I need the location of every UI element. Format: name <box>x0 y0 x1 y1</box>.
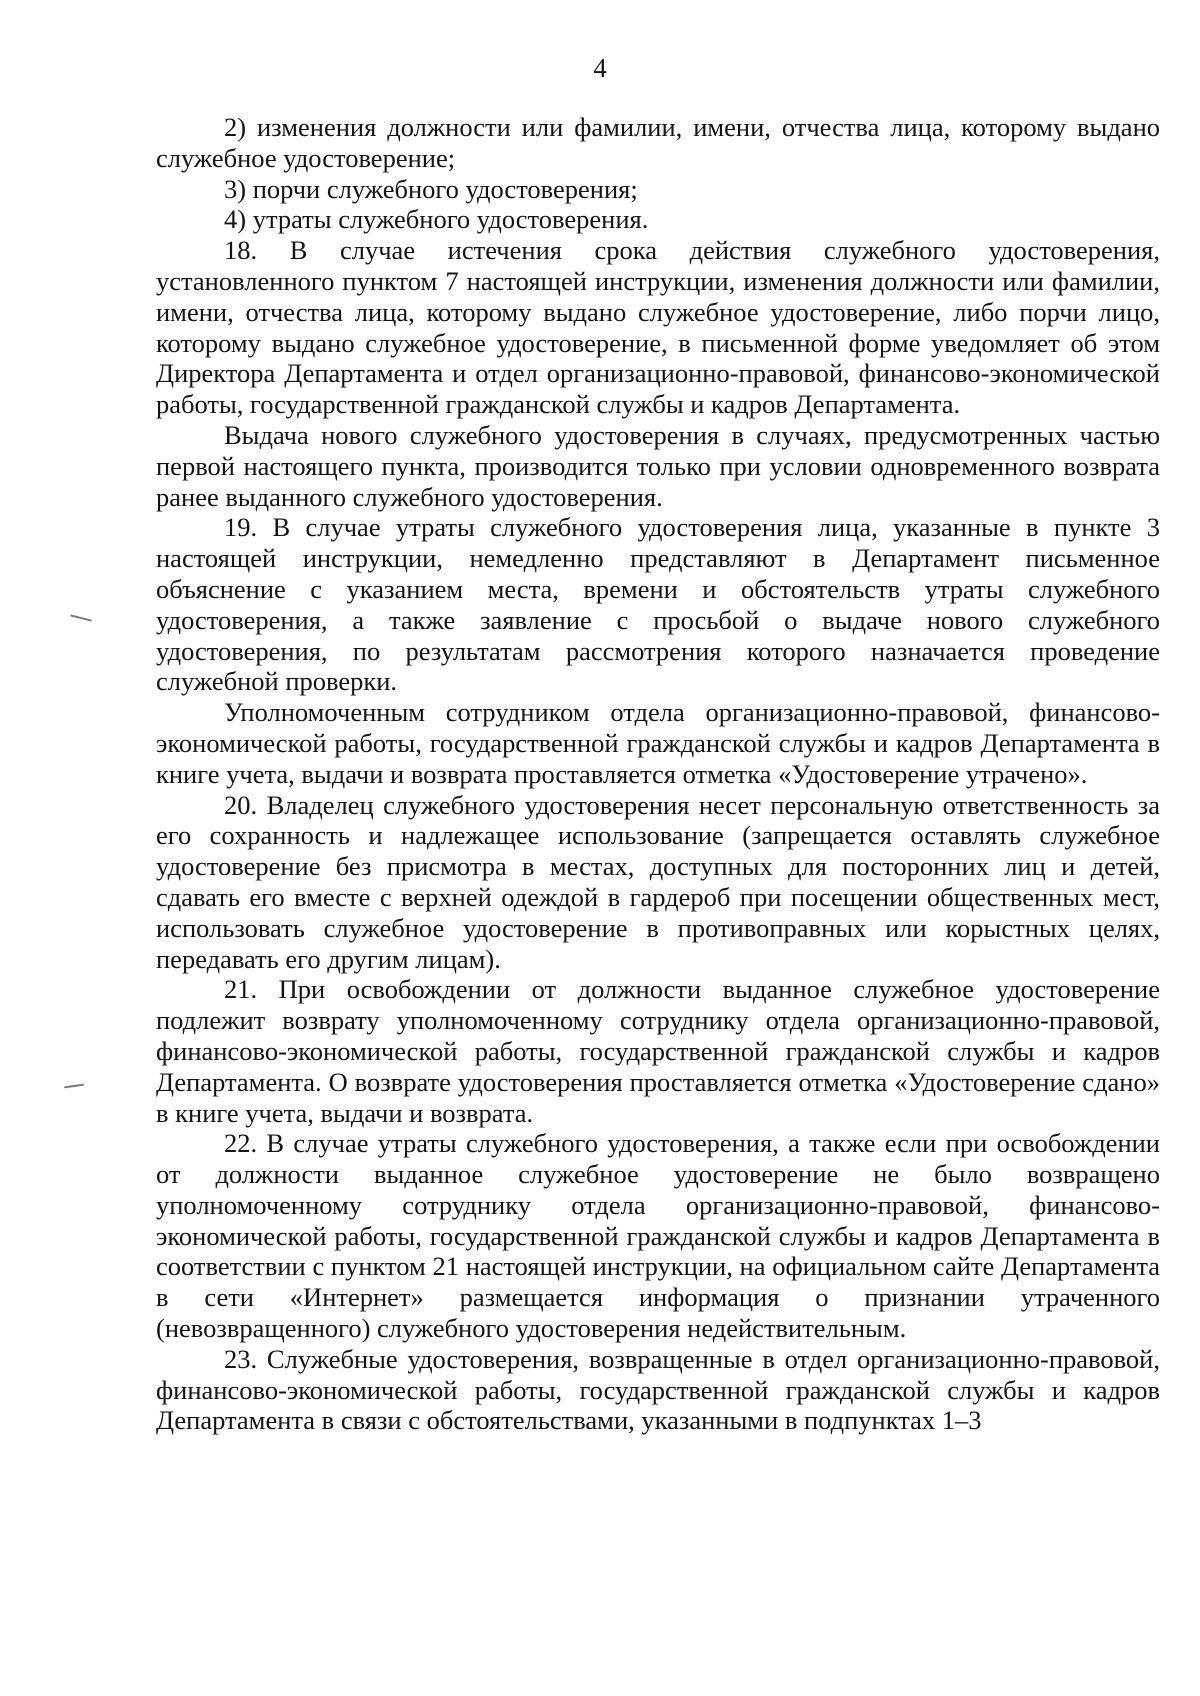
paragraph-clause-18: 18. В случае истечения срока действия служебного удостоверения, установленного пунктом 7 настоящей инструкции, изменения должности или фамилии, имени, отчества лица, которому выдано служебное удостоверение, либо порчи лицо, которому выдано служебное удостоверение, в письменной форме уведомляет об этом Директора Департамента и отдел организационно-правовой, финансово-экономической работы, государственной гражданской службы и кадров Департамента. <box>156 235 1160 420</box>
paragraph-clause-19: 19. В случае утраты служебного удостоверения лица, указанные в пункте 3 настоящей инструкции, немедленно представляют в Департамент письменное объяснение с указанием места, времени и обстоятельств утраты служебного удостоверения, а также заявление с просьбой о выдаче нового служебного удостоверения, по результатам рассмотрения которого назначается проведение служебной проверки. <box>156 512 1160 697</box>
scan-artifact-mark <box>64 1084 84 1089</box>
paragraph-clause-18-part-2: Выдача нового служебного удостоверения в случаях, предусмотренных частью первой настоящего пункта, производится только при условии одновременного возврата ранее выданного служебного удостоверения. <box>156 419 1160 512</box>
paragraph-clause-19-part-2: Уполномоченным сотрудником отдела организационно-правовой, финансово-экономической работы, государственной гражданской службы и кадров Департамента в книге учета, выдачи и возврата проставляется отметка «Удостоверение утрачено». <box>156 697 1160 789</box>
paragraph-item-2: 2) изменения должности или фамилии, имени, отчества лица, которому выдано служебное удостоверение; <box>156 112 1160 173</box>
paragraph-clause-20: 20. Владелец служебного удостоверения несет персональную ответственность за его сохранность и надлежащее использование (запрещается оставлять служебное удостоверение без присмотра в местах, доступных для посторонних лиц и детей, сдавать его вместе с верхней одеждой в гардероб при посещении общественных мест, использовать служебное удостоверение в противоправных или корыстных целях, передавать его другим лицам). <box>156 789 1160 974</box>
scan-artifact-mark <box>70 614 92 621</box>
page-number: 4 <box>593 53 607 83</box>
document-body <box>156 112 1160 1436</box>
paragraph-clause-22: 22. В случае утраты служебного удостоверения, а также если при освобождении от должности выданное служебное удостоверение не было возвращено уполномоченному сотруднику отдела организационно-правовой, финансово-экономической работы, государственной гражданской службы и кадров Департамента в соответствии с пунктом 21 настоящей инструкции, на официальном сайте Департамента в сети «Интернет» размещается информация о признании утраченного (невозвращенного) служебного удостоверения недействительным. <box>156 1128 1160 1344</box>
paragraph-item-4: 4) утраты служебного удостоверения. <box>224 204 649 235</box>
paragraph-clause-21: 21. При освобождении от должности выданное служебное удостоверение подлежит возврату уполномоченному сотруднику отдела организационно-правовой, финансово-экономической работы, государственной гражданской службы и кадров Департамента. О возврате удостоверения проставляется отметка «Удостоверение сдано» в книге учета, выдачи и возврата. <box>156 974 1160 1128</box>
paragraph-item-3: 3) порчи служебного удостоверения; <box>224 173 638 204</box>
paragraph-clause-23: 23. Служебные удостоверения, возвращенные в отдел организационно-правовой, финансово-экономической работы, государственной гражданской службы и кадров Департамента в связи с обстоятельствами, указанными в подпунктах 1–3 <box>156 1343 1160 1436</box>
